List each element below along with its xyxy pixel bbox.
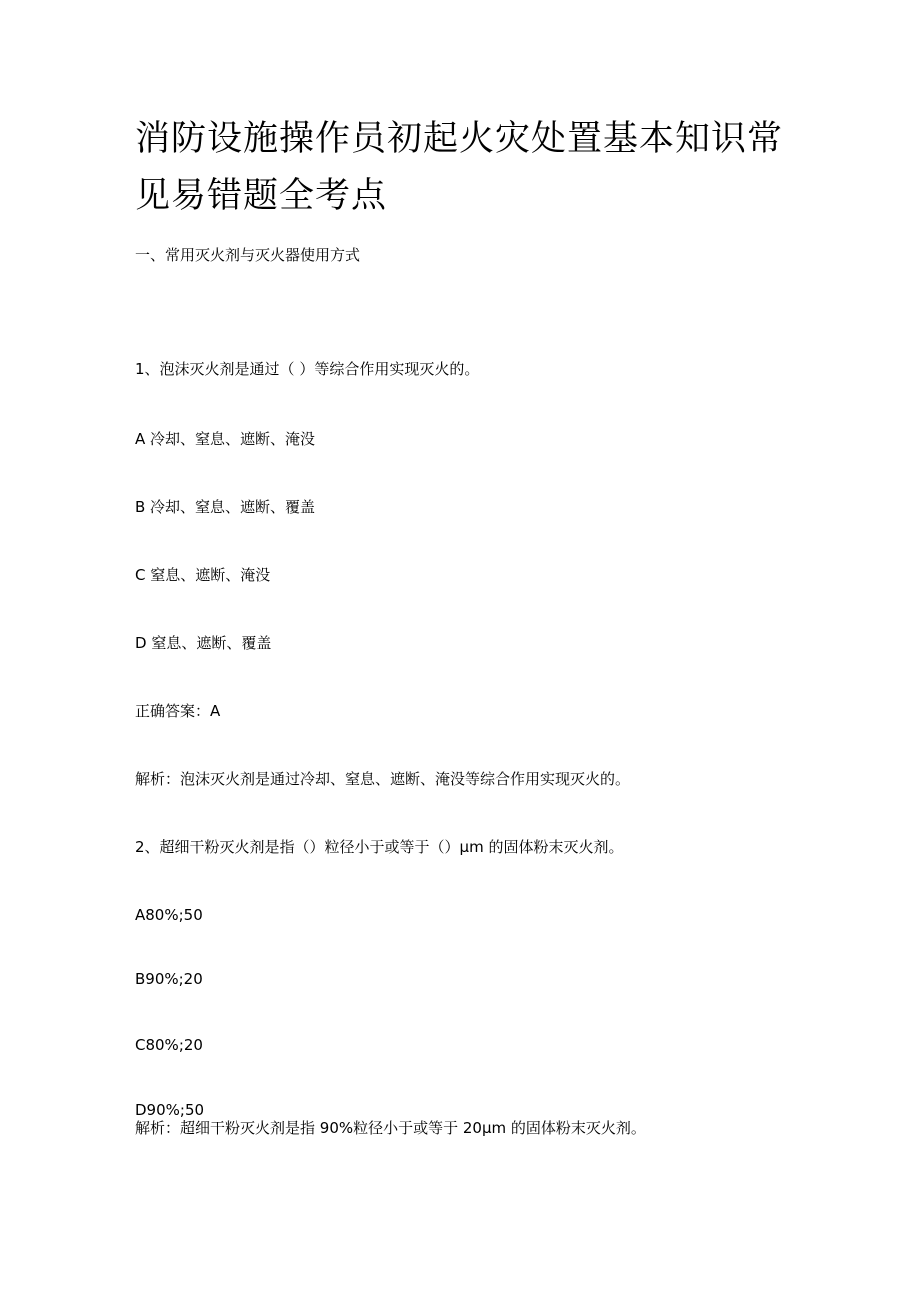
question-2-option-c: C80%;20 xyxy=(135,1036,203,1054)
question-2-stem: 2、超细干粉灭火剂是指（）粒径小于或等于（）μm 的固体粉末灭火剂。 xyxy=(135,838,624,856)
question-1-answer: 正确答案：A xyxy=(135,702,221,720)
question-1-option-a: A 冷却、窒息、遮断、淹没 xyxy=(135,430,316,448)
question-1-explanation: 解析：泡沫灭火剂是通过冷却、窒息、遮断、淹没等综合作用实现灭火的。 xyxy=(135,770,631,788)
question-1-option-d: D 窒息、遮断、覆盖 xyxy=(135,634,272,652)
question-2-option-b: B90%;20 xyxy=(135,970,203,988)
question-2-option-a: A80%;50 xyxy=(135,906,203,924)
question-2-explanation: 解析：超细干粉灭火剂是指 90%粒径小于或等于 20μm 的固体粉末灭火剂。 xyxy=(135,1119,646,1137)
question-1-option-b: B 冷却、窒息、遮断、覆盖 xyxy=(135,498,316,516)
section-heading: 一、常用灭火剂与灭火器使用方式 xyxy=(135,246,361,264)
document-title: 消防设施操作员初起火灾处置基本知识常见易错题全考点 xyxy=(135,119,784,216)
question-1-stem: 1、泡沫灭火剂是通过（ ）等综合作用实现灭火的。 xyxy=(135,360,480,378)
question-2-option-d: D90%;50 xyxy=(135,1101,205,1119)
question-1-option-c: C 窒息、遮断、淹没 xyxy=(135,566,271,584)
